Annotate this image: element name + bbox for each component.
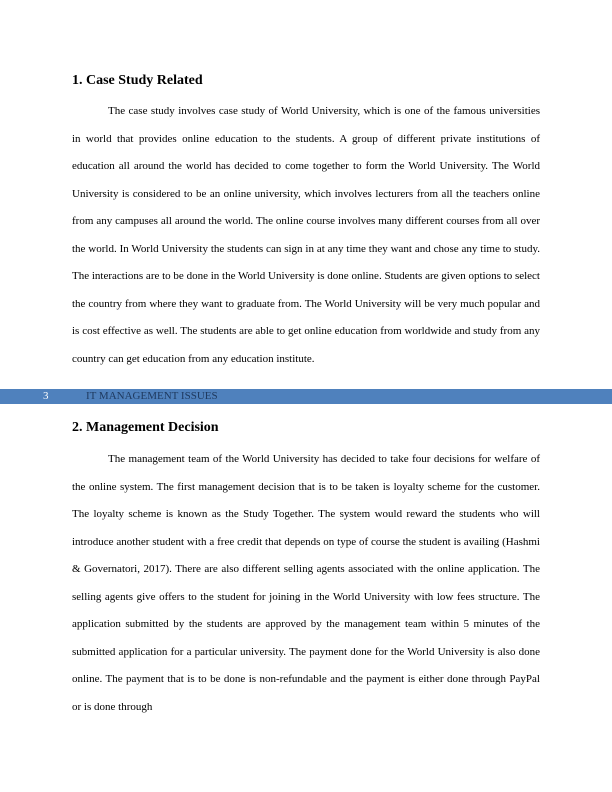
page-number: 3 [43,390,49,402]
section-1-heading: 1. Case Study Related [72,73,203,88]
running-header-title: IT MANAGEMENT ISSUES [86,390,218,402]
section-2-heading: 2. Management Decision [72,420,219,435]
section-1-paragraph: The case study involves case study of World University, which is one of the famous universities in world that provides online education to the students. A group of different private institutions of education all around the world has decided to come together to form the World University. The World University is considered to be an online university, which involves lecturers from all the teachers online from any campuses all around the world. The online course involves many different courses from all over the world. In World University the students can sign in at any time they want and chose any time to study. The interactions are to be done in the World University is done online. Students are given options to select the country from where they want to graduate from. The World University will be very much popular and is cost effective as well. The students are able to get online education from worldwide and study from any country can get education from any education institute. [72,105,540,365]
section-2-paragraph: The management team of the World University has decided to take four decisions for welfare of the online system. The first management decision that is to be taken is loyalty scheme for the customer. The loyalty scheme is known as the Study Together. The system would reward the students who will introduce another student with a free credit that depends on type of course the student is availing (Hashmi & Governatori, 2017). There are also different selling agents associated with the online application. The selling agents give offers to the student for joining in the World University with low fees structure. The application submitted by the students are approved by the management team within 5 minutes of the submitted application for a particular university. The payment done for the World University is also done online. The payment that is to be done is non-refundable and the payment is either done through PayPal or is done through [72,453,540,713]
